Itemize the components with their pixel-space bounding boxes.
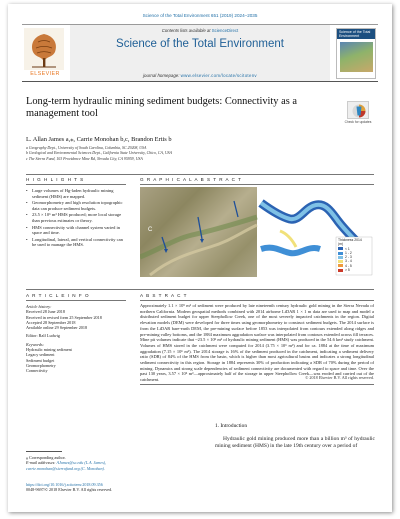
legend-value: 3 - 4	[345, 259, 352, 264]
introduction-heading: 1. Introduction	[215, 423, 248, 429]
corresponding-author: ⁎ Corresponding author.	[26, 455, 66, 460]
history-item: Accepted 28 September 2018	[26, 319, 76, 325]
history-item: Available online 29 September 2018	[26, 325, 88, 331]
doi-link[interactable]: https://doi.org/10.1016/j.scitotenv.2018.09.356	[26, 482, 103, 487]
highlights-list	[26, 188, 126, 249]
footnotes	[26, 451, 146, 471]
history-label: Article history:	[26, 304, 52, 309]
legend-swatch	[338, 252, 343, 255]
highlight-item: • Geomorphometry and high resolution topographic data can produce sediment budgets.	[26, 200, 126, 211]
affiliation-a: a Geography Dept., University of South Carolina, Columbia, SC 29208, USA	[26, 146, 147, 150]
legend-value: 1 - 2	[345, 250, 352, 255]
journal-masthead	[22, 24, 378, 82]
article-info-heading: A R T I C L E I N F O	[26, 293, 90, 298]
abstract-rule	[140, 300, 374, 301]
journal-reference[interactable]: Science of the Total Environment 651 (2019) 2024–2035	[142, 13, 258, 18]
abstract-heading: A B S T R A C T	[140, 293, 188, 298]
legend-swatch	[338, 247, 343, 250]
email-label: E-mail addresses:	[26, 460, 57, 466]
abstract-text: Approximately 1.1 × 10⁹ m³ of sediment were produced by late nineteenth century hydraulic gold mining in the Sierra Nevada of northern California. Modern geospatial methods combined with 2014 airborne LiDAR 1 × 1 m data are used to map and model a distributed sediment budget for upper Steephollow Creek, one of the most severely impacted catchments in the region. Digital elevation models (DEM) were developed for three times using geomorphometry to construct sediment budgets. The 2014 surface is from the LiDAR bare-earth DEM, the pre-mining surface before 1853 was interpolated from contours extended along ridges and pre-mining valley bottoms, and the 1884 maximum aggradation surface was interpolated from contours extended across fill terraces. Mine pit volumes indicate that ~23.5 × 10⁶ m³ of hydraulic mining sediment (HMS) was produced in the 54.6 km² study catchment. Volumes of HMS stored in the catchment were computed for 2014 (3.75 × 10⁶ m³) and for ca. 1884 at the time of maximum aggradation (7.15 × 10⁶ m³). The 2014 storage is 16% of the sediment produced in the catchment, indicating a sediment delivery ratio (SDR) of 84% of the HMS from the basin, which is higher than most agricultural basins and indicates a strong longitudinal sediment connectivity in this region. Storage in 1884 represents 30% of production indicating a SDR of 70% during the period of mining. Dynamics and strong scale dependencies of sediment connectivity are documented with regard to space and time. Over the past 130 years, 3.57 × 10⁶ m³—approximately half of the storage in upper Steephollow Creek—was eroded and carried out of the catchment.	[140, 303, 374, 383]
legend-row	[338, 268, 372, 272]
abstract-end-rule	[140, 384, 374, 385]
legend-value: > 5	[345, 268, 350, 273]
history-item: Received 28 June 2018	[26, 309, 65, 315]
author-list: L. Allan James a,⁎, Carrie Monohan b,c, Brandon Ertis b	[26, 136, 172, 143]
keyword: Legacy sediment	[26, 352, 55, 358]
keywords-label: Keywords:	[26, 341, 44, 347]
crossmark-icon	[348, 102, 370, 120]
keyword: Connectivity	[26, 368, 48, 374]
legend-swatch	[338, 260, 343, 263]
contents-prefix: Contents lists available at	[161, 28, 212, 33]
sciencedirect-link[interactable]: ScienceDirect	[211, 28, 239, 33]
highlight-item: • Longitudinal, lateral, and vertical connectivity can be used to manage the HMS.	[26, 237, 126, 248]
legend-value: < 1	[345, 246, 350, 251]
elsevier-tree-logo	[24, 28, 64, 70]
highlights-heading: H I G H L I G H T S	[26, 177, 85, 182]
keyword: Hydraulic mining sediment	[26, 347, 72, 353]
email-line	[26, 460, 146, 471]
article-identifiers	[26, 482, 112, 493]
highlight-item: • Large volumes of Hg-laden hydraulic mining sediment (HMS) are mapped.	[26, 188, 126, 199]
article-info	[26, 304, 126, 374]
journal-title: Science of the Total Environment	[116, 38, 284, 50]
masthead-center	[70, 25, 330, 81]
cover-title: Science of the Total Environment	[339, 30, 371, 38]
legend-unit: (m)	[338, 242, 344, 247]
header-divider	[26, 174, 374, 175]
legend-value: 4 - 5	[345, 263, 352, 268]
graphical-abstract-heading: G R A P H I C A L A B S T R A C T	[140, 177, 242, 182]
article-info-rule	[26, 300, 126, 301]
copyright-line: © 2018 Elsevier B.V. All rights reserved.	[305, 375, 374, 380]
legend-swatch	[338, 269, 343, 272]
affiliation-c: c The Sierra Fund, 103 Providence Mine Rd, Nevada City, CA 95959, USA	[26, 156, 143, 161]
article-title: Long-term hydraulic mining sediment budgets: Connectivity as a management tool	[26, 96, 297, 120]
keyword: Sediment budget	[26, 357, 55, 363]
info-divider	[26, 289, 374, 290]
legend-title: Thickness 2014	[338, 238, 362, 242]
article-page	[8, 4, 392, 512]
homepage-link[interactable]: www.elsevier.com/locate/scitotenv	[180, 73, 257, 78]
highlight-item: • 23.5 × 10⁶ m³ HMS produced; more local storage than previous estimates or theory.	[26, 212, 126, 223]
contents-line	[70, 28, 330, 33]
publisher-name: ELSEVIER	[30, 71, 60, 77]
graphical-abstract-rule	[140, 184, 374, 185]
email-addresses[interactable]: AJames@sc.edu (L.A. James), carrie.monohan@sierrafund.org (C. Monohan).	[26, 460, 107, 471]
legend-swatch	[338, 256, 343, 259]
thickness-legend	[338, 238, 372, 272]
homepage-prefix: journal homepage:	[143, 73, 181, 78]
highlights-rule	[26, 184, 126, 185]
editor-line: Editor: Ralf Ludwig	[26, 333, 60, 339]
crossmark-badge[interactable]	[344, 101, 372, 127]
footnote-rule	[26, 451, 62, 452]
cover-photo	[340, 42, 373, 72]
journal-cover-image	[336, 28, 376, 79]
legend-rows	[338, 247, 372, 273]
homepage-line	[70, 73, 330, 78]
graphical-abstract-figure	[140, 187, 374, 277]
introduction-text: Hydraulic gold mining produced more than a billion m³ of hydraulic mining sediment (HMS) in the late 19th century over a period of	[215, 436, 375, 449]
history-item: Received in revised form 25 September 2018	[26, 314, 102, 320]
highlight-item: • HMS connectivity with channel system varied in space and time.	[26, 225, 126, 236]
crossmark-box	[347, 101, 369, 119]
legend-value: 2 - 3	[345, 255, 352, 260]
crossmark-label: Check for updates	[344, 120, 372, 124]
map-label-c: C	[148, 227, 153, 233]
keyword: Geomorphometry	[26, 362, 56, 368]
affiliation-b: b Geological and Environmental Sciences Dept., California State University, Chico, CA, USA	[26, 151, 172, 156]
affiliations	[26, 146, 366, 162]
issn-line: 0048-9697/© 2018 Elsevier B.V. All rights reserved.	[26, 487, 113, 493]
legend-swatch	[338, 264, 343, 267]
